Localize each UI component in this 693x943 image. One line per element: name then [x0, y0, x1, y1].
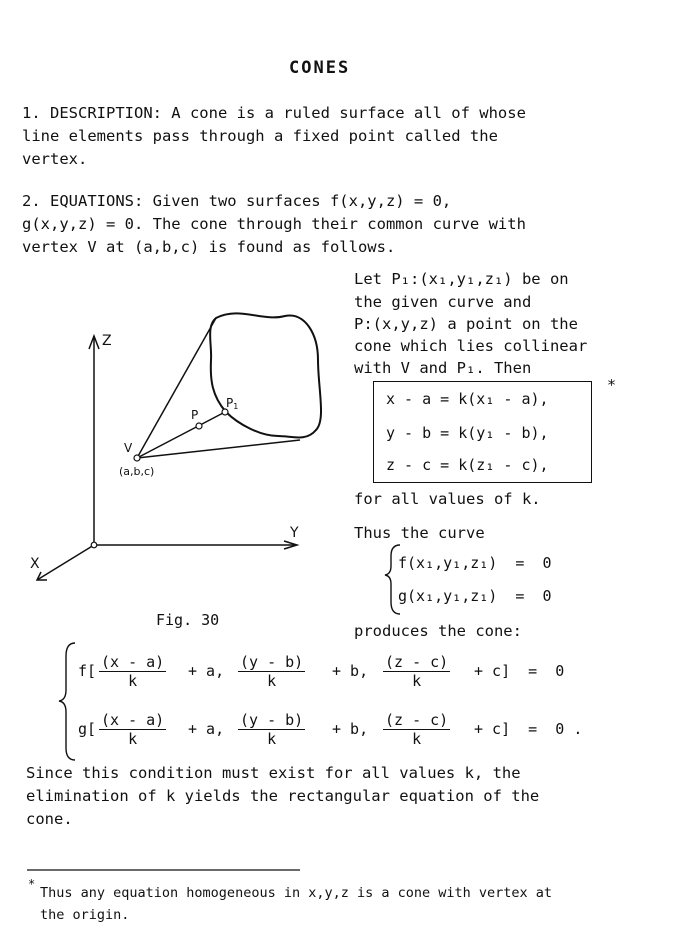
text-line: with V and P₁. Then — [354, 359, 532, 377]
function-prefix: f[ — [78, 662, 97, 680]
footnote-line: the origin. — [40, 907, 130, 923]
parametric-equation-y: y - b = k(y₁ - b), — [386, 424, 549, 442]
fraction: $\frac{(y - b)}{k}$ — [240, 711, 304, 748]
text-line: P:(x,y,z) a point on the — [354, 315, 578, 333]
y-axis-label: Y — [290, 525, 299, 541]
parametric-equation-x: x - a = k(x₁ - a), — [386, 390, 549, 408]
footnote-asterisk: * — [28, 877, 36, 891]
text-line: vertex V at (a,b,c) is found as follows. — [22, 238, 396, 256]
term: + a, — [188, 720, 225, 738]
term: + c] = 0 — [474, 662, 565, 680]
text-line: elimination of k yields the rectangular equation of the — [26, 787, 540, 805]
text-line: for all values of k. — [354, 490, 541, 508]
text-line: cone. — [26, 810, 73, 828]
text-line: line elements pass through a fixed point called the — [22, 127, 498, 145]
text-line: Since this condition must exist for all values k, the — [26, 764, 521, 782]
term: + b, — [332, 720, 369, 738]
text-line: 2. EQUATIONS: Given two surfaces f(x,y,z) = 0, — [22, 192, 452, 210]
text-line: g(x,y,z) = 0. The cone through their common curve with — [22, 215, 526, 233]
footnote-line: Thus any equation homogeneous in x,y,z is a cone with vertex at — [40, 885, 553, 901]
term: + c] = 0 . — [474, 720, 583, 738]
text-line: Thus the curve — [354, 524, 485, 542]
fraction: $\frac{(y - b)}{k}$ — [240, 653, 304, 690]
curve-equation-g: g(x₁,y₁,z₁) = 0 — [398, 587, 552, 605]
text-line: Let P₁:(x₁,y₁,z₁) be on — [354, 270, 569, 288]
text-line: vertex. — [22, 150, 88, 168]
text-line: the given curve and — [354, 293, 532, 311]
fraction: $\frac{(z - c)}{k}$ — [385, 711, 449, 748]
fraction: $\frac{(x - a)}{k}$ — [101, 653, 165, 690]
page-title: CONES — [289, 58, 351, 78]
text-line: cone which lies collinear — [354, 337, 588, 355]
fraction: $\frac{(x - a)}{k}$ — [101, 711, 165, 748]
x-axis-label: X — [30, 556, 40, 572]
point-p1-label: P1 — [226, 396, 239, 411]
curve-equation-f: f(x₁,y₁,z₁) = 0 — [398, 554, 552, 572]
footnote-marker: * — [607, 376, 617, 394]
parametric-equation-z: z - c = k(z₁ - c), — [386, 456, 549, 474]
vertex-coords-label: (a,b,c) — [119, 465, 155, 478]
term: + b, — [332, 662, 369, 680]
z-axis-label: Z — [102, 333, 112, 349]
term: + a, — [188, 662, 225, 680]
fraction: $\frac{(z - c)}{k}$ — [385, 653, 449, 690]
vertex-label: V — [124, 441, 133, 455]
text-line: produces the cone: — [354, 622, 522, 640]
figure-caption: Fig. 30 — [156, 611, 220, 629]
point-p-label: P — [191, 408, 199, 422]
function-prefix: g[ — [78, 720, 97, 738]
text-line: 1. DESCRIPTION: A cone is a ruled surface all of whose — [22, 104, 526, 122]
